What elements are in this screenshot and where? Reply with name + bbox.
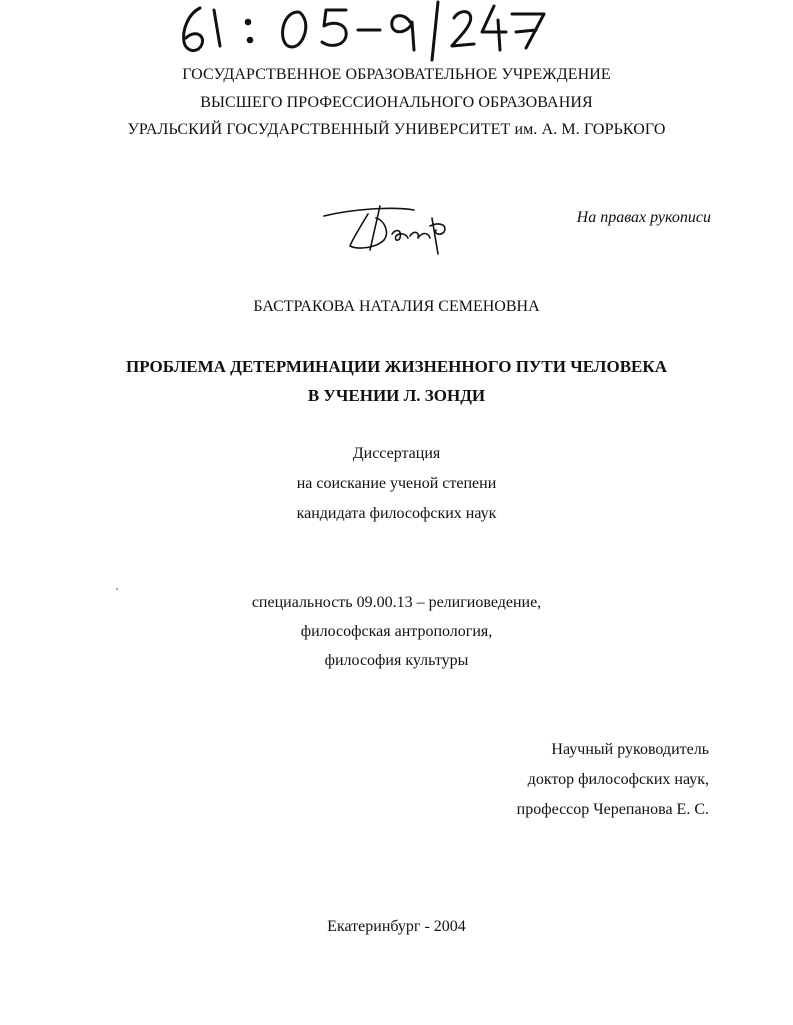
manuscript-rights-note: На правах рукописи [576,209,711,226]
dissertation-title-line-2: В УЧЕНИИ Л. ЗОНДИ [307,386,486,405]
author-signature [318,196,458,260]
degree-line-3: кандидата философских наук [296,505,497,522]
scan-speck [116,588,118,590]
degree-line-1: Диссертация [352,445,441,462]
specialty-line-2: философская антропология, [300,623,493,640]
degree-line-2: на соискание ученой степени [296,475,497,492]
supervisor-line-2: доктор философских наук, [527,771,709,788]
handwritten-archive-code [170,0,560,62]
institution-line-1: ГОСУДАРСТВЕННОЕ ОБРАЗОВАТЕЛЬНОЕ УЧРЕЖДЕНИЕ [182,66,611,83]
institution-line-3: УРАЛЬСКИЙ ГОСУДАРСТВЕННЫЙ УНИВЕРСИТЕТ им. А. М. ГОРЬКОГО [127,121,666,138]
dissertation-title-line-1: ПРОБЛЕМА ДЕТЕРМИНАЦИИ ЖИЗНЕННОГО ПУТИ ЧЕЛОВЕКА [126,357,667,376]
supervisor-line-3: профессор Черепанова Е. С. [516,801,709,818]
specialty-line-1: специальность 09.00.13 – религиоведение, [251,594,542,611]
specialty-line-3: философия культуры [324,652,469,669]
institution-line-2: ВЫСШЕГО ПРОФЕССИОНАЛЬНОГО ОБРАЗОВАНИЯ [200,94,593,111]
author-name: БАСТРАКОВА НАТАЛИЯ СЕМЕНОВНА [253,298,540,315]
city-year-footer: Екатеринбург - 2004 [327,918,466,935]
supervisor-line-1: Научный руководитель [551,741,709,758]
